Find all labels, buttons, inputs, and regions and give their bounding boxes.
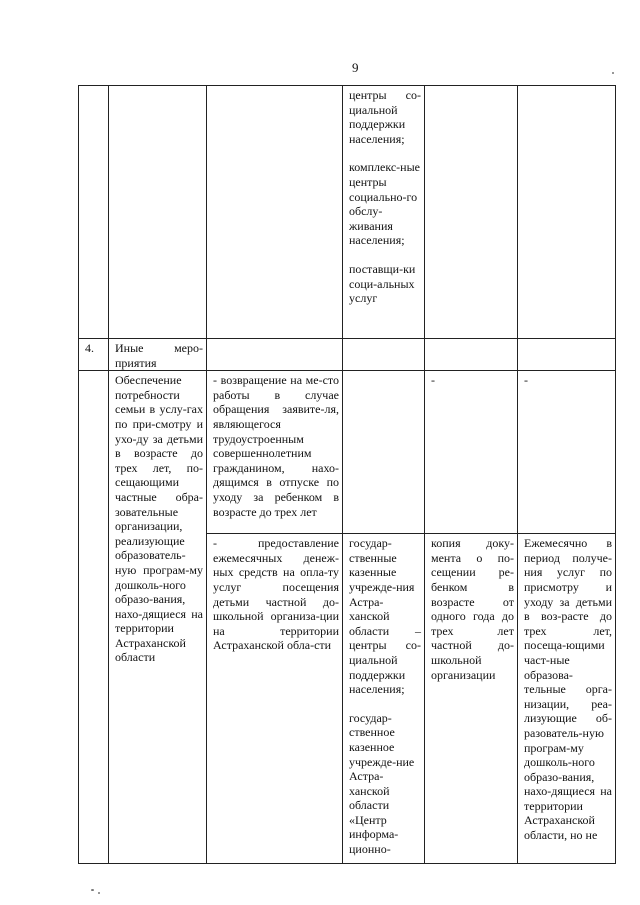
- page-number: 9: [352, 60, 359, 75]
- executor-item: комплекс-ные центры социально-го обслу-живания населения;: [349, 160, 420, 248]
- cell-name-empty: [109, 86, 207, 339]
- scan-speck: [98, 892, 100, 894]
- table-row-continuation: [79, 86, 616, 339]
- cell-measure-name: Обеспечение потребности семьи в услу-гах по при-смотру и ухо-ду за детьми в возрасте до трех лет, по-сещающими частные обра-зовательные организации, реализующие образователь-ную програм-му дошколь-ного образо-вания, нахо-дящиеся на территории Астраханской области: [109, 371, 207, 864]
- cell-empty: [343, 339, 425, 371]
- table-row-section-4: [79, 339, 616, 371]
- cell-condition-monthly-payment: - предоставление ежемесячных денеж-ных средств на опла-ту услуг посещения детьми частной до-школьной организа-ции на территории Астраханской обла-сти: [207, 534, 343, 864]
- cell-executors: [343, 534, 425, 864]
- cell-condition-return-to-work: - возвращение на ме-сто работы в случае обращения заявите-ля, являющегося трудоустроенным совершеннолетним гражданином, нахо-дящимся в отпуске по уходу за ребенком в возрасте до трех лет: [207, 371, 343, 534]
- executor-item: государ-ственные казенные учрежде-ния Астра-ханской области – центры со-циальной поддержки населения;: [349, 536, 421, 697]
- executor-item: поставщи-ки соци-альных услуг: [349, 261, 416, 306]
- cell-empty: [207, 339, 343, 371]
- table-row-measure-part1: [79, 371, 616, 534]
- cell-number-empty: [79, 86, 109, 339]
- cell-documents: копия доку-мента о по-сещении ре-бенком в возрасте от одного года до трех лет частной до-школьной организации: [425, 534, 518, 864]
- cell-term: Ежемесячно в период получе-ния услуг по присмотру и уходу за детьми в воз-расте до трех лет, посеща-ющими част-ные образова-тельные орга-низации, реа-лизующие об-разователь-ную програм-му дошколь-ного образо-вания, нахо-дящиеся на территории Астраханской области, но не: [518, 534, 616, 864]
- cell-documents-empty: [425, 86, 518, 339]
- cell-empty: [425, 339, 518, 371]
- executor-item: государ-ственное казенное учрежде-ние Астра-ханской области «Центр информа-ционно-: [349, 710, 415, 857]
- cell-empty: [518, 339, 616, 371]
- cell-term-dash: -: [518, 371, 616, 534]
- scan-speck: [91, 889, 94, 891]
- cell-conditions-empty: [207, 86, 343, 339]
- scan-speck: [612, 72, 614, 74]
- cell-section-title: Иные меро-приятия: [109, 339, 207, 371]
- cell-term-empty: [518, 86, 616, 339]
- cell-documents-dash: -: [425, 371, 518, 534]
- cell-number-empty: [79, 371, 109, 864]
- executor-item: центры со-циальной поддержки населения;: [349, 88, 421, 146]
- cell-section-number: 4.: [79, 339, 109, 371]
- measures-table: [78, 85, 616, 864]
- cell-executors-empty: [343, 371, 425, 534]
- cell-executors: [343, 86, 425, 339]
